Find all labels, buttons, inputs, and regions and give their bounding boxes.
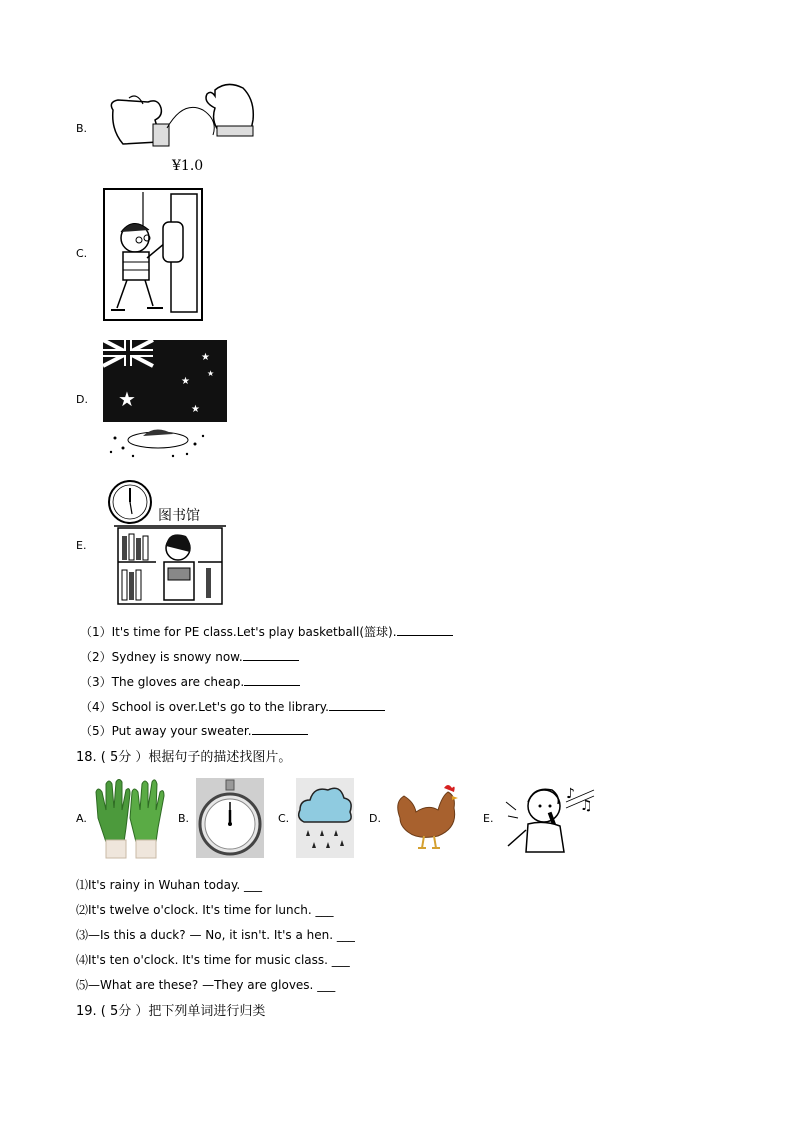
question-18-title: 18. ( 5分 ）根据句子的描述找图片。 [76, 750, 292, 765]
s17-sentence-2 [80, 648, 299, 665]
sentence-number: （5） [80, 724, 112, 738]
s17-sentence-5 [80, 722, 308, 739]
sentence-text: Sydney is snowy now. [111, 650, 243, 664]
sentence-number: （2） [80, 650, 112, 664]
s17-sentence-3 [80, 673, 300, 690]
svg-text:★: ★ [207, 369, 215, 378]
s17-sentence-4 [80, 698, 385, 715]
stopwatch-icon [196, 778, 264, 858]
hen-icon [394, 782, 458, 852]
sentence-text: School is over.Let's go to the library. [111, 700, 329, 714]
svg-text:★: ★ [191, 404, 200, 415]
answer-blank[interactable] [243, 649, 299, 661]
question-19-title: 19. ( 5分 ）把下列单词进行归类 [76, 1004, 266, 1019]
answer-blank[interactable] [252, 723, 308, 735]
library-clock-icon [106, 478, 228, 606]
option-letter-e: E. [483, 812, 494, 825]
sentence-text: The gloves are cheap. [111, 675, 245, 689]
option-letter-a: A. [76, 812, 87, 825]
sentence-number: （3） [80, 675, 112, 689]
svg-text:★: ★ [181, 376, 190, 387]
svg-text:♪: ♪ [566, 786, 575, 802]
svg-text:♫: ♫ [580, 798, 593, 814]
answer-blank[interactable] [397, 624, 453, 636]
sentence-text: Put away your sweater. [111, 724, 252, 738]
s18-sentence-3: ⑶—Is this a duck? — No, it isn't. It's a hen. ___ [76, 928, 355, 942]
library-caption: 图书馆 [158, 508, 200, 524]
option-letter-b: B. [76, 122, 88, 135]
svg-text:★: ★ [201, 352, 210, 363]
boy-singing-icon [504, 780, 598, 854]
option-letter-e: E. [76, 539, 87, 552]
answer-blank[interactable] [329, 699, 385, 711]
s18-sentence-2: ⑵It's twelve o'clock. It's time for lunch. ___ [76, 903, 334, 917]
s18-sentence-4: ⑷It's ten o'clock. It's time for music class. ___ [76, 953, 350, 967]
s18-sentence-5: ⑸—What are these? —They are gloves. ___ [76, 978, 336, 992]
option-letter-c: C. [278, 812, 290, 825]
sentence-number: （4） [80, 700, 112, 714]
option-letter-c: C. [76, 247, 88, 260]
sentence-number: （1） [80, 625, 112, 639]
gloves-icon [94, 778, 166, 860]
sentence-text: It's time for PE class.Let's play basketball(篮球). [111, 625, 397, 639]
answer-blank[interactable] [244, 674, 300, 686]
boy-hanging-clothes-icon [103, 188, 203, 321]
option-letter-d: D. [76, 393, 88, 406]
svg-text:★: ★ [118, 387, 136, 411]
option-letter-b: B. [178, 812, 190, 825]
australia-flag-snow-icon [103, 340, 229, 460]
rain-cloud-icon [296, 778, 354, 858]
s17-sentence-1 [80, 623, 453, 640]
s18-sentence-1: ⑴It's rainy in Wuhan today. ___ [76, 878, 262, 892]
price-caption: ¥1.0 [172, 158, 204, 174]
option-letter-d: D. [369, 812, 381, 825]
